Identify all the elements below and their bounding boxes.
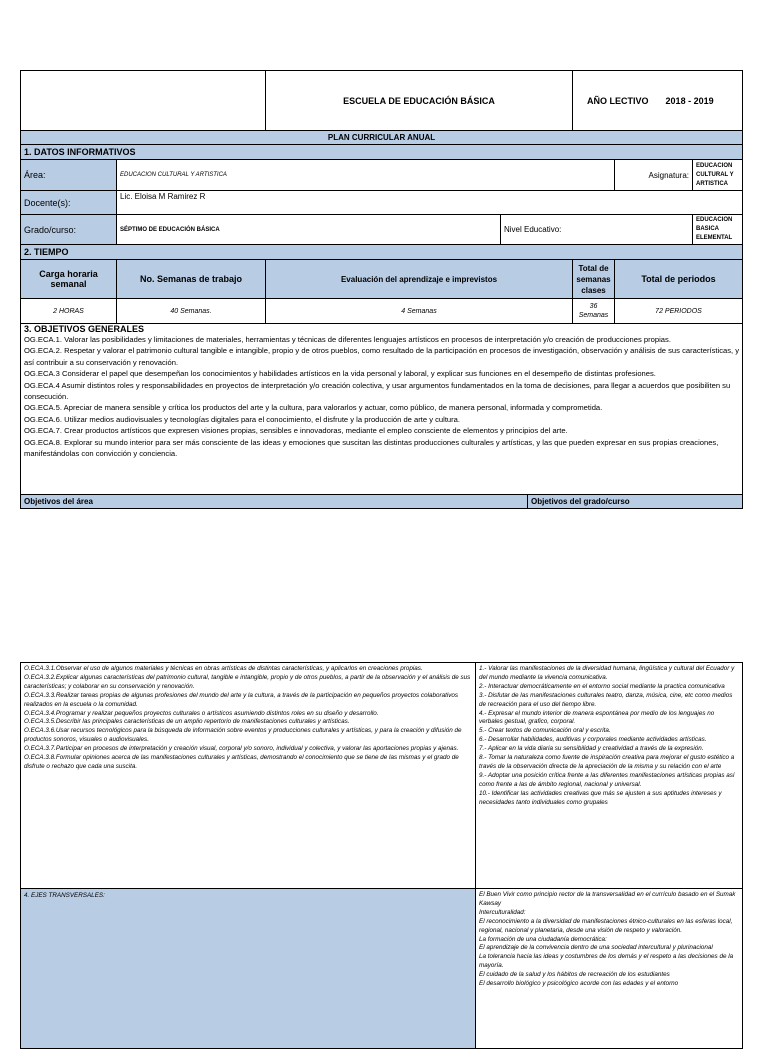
- ejes-line: El reconocimiento a la diversidad de manifestaciones étnico-culturales en las esferas local, regional, nacional y planetaria, desde una visión de respeto y valoración.: [479, 917, 733, 934]
- grade-objective: 5.- Crear textos de comunicación oral y escrita.: [479, 727, 611, 735]
- og-item: OG.ECA.3 Considerar el papel que desempeñan los conocimientos y habilidades artísticos en la vida personal y laboral, y explicar sus funciones en el desempeño de distintas profesiones.: [24, 369, 656, 379]
- area-objective: O.ECA.3.1.Observar el uso de algunos materiales y técnicas en obras artísticas de distintas características, y aplicarlos en creaciones propias.: [24, 665, 423, 672]
- grade-objective: 10.- Identificar las actividades creativas que más se ajusten a sus aptitudes intereses y necesidades tanto individuales como grupales: [479, 789, 722, 806]
- nivel-label: Nivel Educativo:: [501, 215, 693, 245]
- ejes-line: Interculturalidad:: [479, 908, 526, 916]
- ejes-line: La formación de una ciudadanía democrática:: [479, 935, 607, 943]
- og-item: OG.ECA.6. Utilizar medios audiovisuales y tecnologías digitales para el conocimiento, el disfrute y la producción de arte y cultura.: [24, 414, 461, 424]
- area-objective: O.ECA.3.2.Explicar algunas características del patrimonio cultural, tangible e intangible, propio y de otros pueblos, a partir de la observación y el análisis de sus características; y colaborar en su conservación y renovación.: [24, 673, 471, 690]
- plan-title: PLAN CURRICULAR ANUAL: [21, 131, 743, 145]
- og-item: OG.ECA.8. Explorar su mundo interior para ser más consciente de las ideas y emociones que suscitan las distintas producciones culturales y artísticas, y las que pueden expresar en sus propias creaciones, manifestándolas con convicción y conciencia.: [24, 437, 719, 459]
- area-label: Área:: [21, 160, 117, 191]
- ejes-line: El cuidado de la salud y los hábitos de recreación de los estudiantes: [479, 971, 670, 979]
- area-value: EDUCACION CULTURAL Y ARTISTICA: [117, 160, 615, 191]
- ejes-label: 4. EJES TRANSVERSALES:: [24, 892, 105, 899]
- ejes-label-cell: [21, 889, 476, 1049]
- docente-label: Docente(s):: [21, 191, 117, 215]
- grado-value: SÉPTIMO DE EDUCACIÓN BÁSICA: [117, 215, 501, 245]
- grade-objective: 7.- Aplicar en la vida diaria su sensibilidad y creatividad a través de la expresión.: [479, 745, 704, 753]
- tiempo-value-semanas: 40 Semanas.: [117, 299, 266, 324]
- tiempo-header-semanas: No. Semanas de trabajo: [117, 260, 266, 299]
- tiempo-header-carga: Carga horaria semanal: [21, 260, 117, 299]
- og-item: OG.ECA.5. Apreciar de manera sensible y crítica los productos del arte y la cultura, para valorarlos y actuar, como público, de manera personal, informada y comprometida.: [24, 403, 603, 413]
- og-item: OG.ECA.2. Respetar y valorar el patrimonio cultural tangible e intangible, propio y de otros pueblos, como resultado de la participación en procesos de investigación, observación y análisis de sus características, y así contribuir a su conservación y renovación.: [24, 346, 740, 367]
- area-objective: O.ECA.3.4.Programar y realizar pequeños proyectos culturales o artísticos asumiendo distintos roles en su diseño y desarrollo.: [24, 709, 379, 717]
- datos-section-title: 1. DATOS INFORMATIVOS: [21, 145, 743, 160]
- og-item: OG.ECA.4 Asumir distintos roles y responsabilidades en proyectos de interpretación y/o creación colectiva, y usar argumentos fundamentados en la toma de decisiones, para llegar a acuerdos que posibiliten su consecución.: [24, 380, 731, 402]
- page-2-form: [20, 662, 742, 1049]
- og-item: OG.ECA.7. Crear productos artísticos que expresen visiones propias, sensibles e innovadoras, mediante el empleo consciente de elementos y principios del arte.: [24, 426, 568, 436]
- ejes-line: El desarrollo biológico y psicológico acorde con las edades y el entorno: [479, 980, 679, 988]
- grade-objective: 1.- Valorar las manifestaciones de la diversidad humana, lingüística y cultural del Ecuador y del mundo mediante la vivencia comunicativa.: [479, 665, 735, 681]
- tiempo-header-total-semanas: Total de semanas clases: [573, 260, 615, 299]
- grade-objectives-cell: [476, 663, 743, 889]
- docente-value: Lic. Eloisa M Ramirez R: [117, 191, 743, 215]
- asignatura-value: EDUCACION CULTURAL Y ARTISTICA: [693, 160, 743, 191]
- ejes-line: El Buen Vivir como principio rector de la transversalidad en el currículo basado en el Sumak Kawsay: [479, 891, 736, 907]
- ejes-content-cell: [476, 889, 743, 1049]
- grade-objective: 6.- Desarrollar habilidades, auditivas y corporales mediante actividades artísticas.: [479, 736, 707, 744]
- asignatura-label: Asignatura:: [615, 160, 693, 191]
- grade-objective: 3.- Disfutar de las manifestaciones culturales teatro, danza, música, cine, etc como medios de recreación para el uso del tiempo libre.: [479, 691, 733, 708]
- school-name: ESCUELA DE EDUCACIÓN BÁSICA: [266, 71, 573, 131]
- area-objective: O.ECA.3.3.Realizar tareas propias de algunas profesiones del mundo del arte y la cultura, a través de la participación en pequeños proyectos colaborativos realizados en la escuela o la comunidad.: [24, 691, 459, 708]
- page-1-form: [20, 70, 742, 509]
- tiempo-value-carga: 2 HORAS: [21, 299, 117, 324]
- objetivos-section-title: 3. OBJETIVOS GENERALES: [24, 324, 145, 334]
- tiempo-header-periodos: Total de periodos: [615, 260, 743, 299]
- tiempo-value-total-semanas: 36 Semanas: [573, 299, 615, 324]
- og-item: OG.ECA.1. Valorar las posibilidades y limitaciones de materiales, herramientas y técnicas de diferentes lenguajes artísticos en procesos de interpretación y/o creación de producciones propias.: [24, 335, 671, 344]
- area-objective: O.ECA.3.6.Usar recursos tecnológicos para la búsqueda de información sobre eventos y producciones culturales y artísticas, y para la creación y difusión de productos sonoros, visuales o audiovisuales.: [24, 727, 462, 744]
- grade-objective: 2.- Interactuar democráticamente en el entorno social mediante la practica comunicativa: [479, 682, 725, 690]
- objetivos-area-header: Objetivos del área: [21, 495, 528, 509]
- tiempo-value-evaluacion: 4 Semanas: [266, 299, 573, 324]
- logo-cell: [21, 71, 266, 131]
- area-objective: O.ECA.3.8.Formular opiniones acerca de las manifestaciones culturales y artísticas, demostrando el conocimiento que se tiene de las mismas y el grado de disfrute o rechazo que cada una suscita.: [24, 754, 459, 770]
- grade-objective: 9.- Adoptar una posición crítica frente a las diferentes manifestaciones artísticas propias así como frente a las de ámbito regional, nacional y universal.: [479, 771, 735, 788]
- ejes-line: La tolerancia hacia las ideas y costumbres de los demás y el respeto a las decisiones de la mayoría.: [479, 953, 734, 970]
- objetivos-generales: [21, 324, 743, 495]
- tiempo-header-evaluacion: Evaluación del aprendizaje e imprevistos: [266, 260, 573, 299]
- grado-label: Grado/curso:: [21, 215, 117, 245]
- area-objective: O.ECA.3.5.Describir las principales características de un amplio repertorio de manifestaciones culturales y artísticas.: [24, 718, 350, 726]
- year-value: 2018 - 2019: [665, 95, 714, 106]
- area-objectives-cell: [21, 663, 476, 889]
- tiempo-section-title: 2. TIEMPO: [21, 245, 743, 260]
- grade-objective: 8.- Tomar la naturaleza como fuente de inspiración creativa para mejorar el gusto estético a través de la observación directa de la apreciación de la misma y su relación con el arte: [479, 754, 735, 770]
- area-objective: O.ECA.3.7.Participar en procesos de interpretación y creación visual, corporal y/o sonoro, individual y colectiva, y valorar las aportaciones propias y ajenas.: [24, 745, 459, 753]
- year-cell: [573, 71, 743, 131]
- grade-objective: 4.- Expresar el mundo interior de manera espontánea por medio de los lenguajes no verbales gestual, grafico, corporal.: [479, 709, 715, 726]
- objetivos-grado-header: Objetivos del grado/curso: [528, 495, 743, 509]
- nivel-value: EDUCACION BASICA ELEMENTAL: [693, 215, 743, 245]
- year-label: AÑO LECTIVO: [587, 95, 649, 106]
- tiempo-value-periodos: 72 PERIODOS: [615, 299, 743, 324]
- ejes-line: El aprendizaje de la convivencia dentro de una sociedad intercultural y plurinacional: [479, 944, 713, 952]
